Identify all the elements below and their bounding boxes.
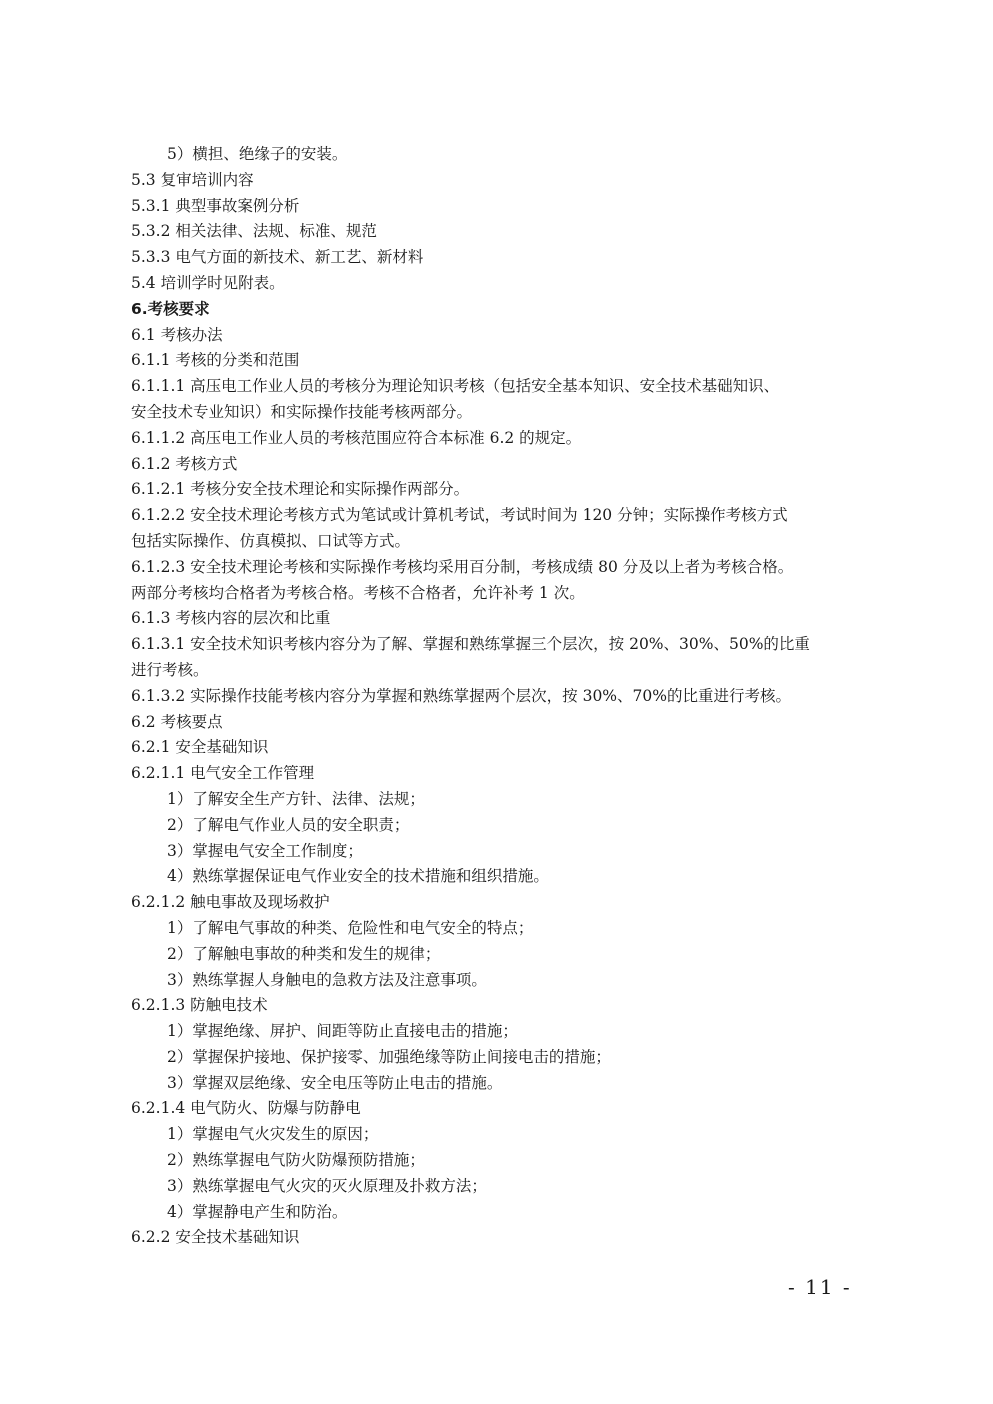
section-heading: 6.1.3 考核内容的层次和比重 bbox=[131, 609, 331, 628]
chapter-heading: 6.考核要求 bbox=[131, 299, 210, 318]
page-number: - 11 - bbox=[788, 1275, 852, 1299]
list-item: 1）了解电气事故的种类、危险性和电气安全的特点； bbox=[167, 918, 534, 937]
section-heading: 6.1 考核办法 bbox=[131, 325, 223, 344]
list-item: 1）掌握绝缘、屏护、间距等防止直接电击的措施； bbox=[167, 1022, 518, 1041]
section-heading: 6.2.1.4 电气防火、防爆与防静电 bbox=[131, 1099, 361, 1118]
paragraph-line: 两部分考核均合格者为考核合格。考核不合格者，允许补考 1 次。 bbox=[131, 583, 585, 602]
section-heading: 6.2.1.1 电气安全工作管理 bbox=[131, 764, 315, 783]
paragraph-line: 安全技术专业知识）和实际操作技能考核两部分。 bbox=[131, 402, 473, 421]
paragraph-line: 6.1.3.2 实际操作技能考核内容分为掌握和熟练掌握两个层次，按 30%、70%的比重进行考核。 bbox=[131, 686, 791, 705]
section-heading: 5.3.1 典型事故案例分析 bbox=[131, 196, 300, 215]
paragraph-line: 6.1.1.2 高压电工作业人员的考核范围应符合本标准 6.2 的规定。 bbox=[131, 428, 582, 447]
section-heading: 6.2.1.3 防触电技术 bbox=[131, 996, 268, 1015]
list-item: 2）掌握保护接地、保护接零、加强绝缘等防止间接电击的措施； bbox=[167, 1047, 611, 1066]
paragraph-line: 6.1.1.1 高压电工作业人员的考核分为理论知识考核（包括安全基本知识、安全技术基础知识、 bbox=[131, 377, 780, 396]
list-item: 2）了解触电事故的种类和发生的规律； bbox=[167, 944, 441, 963]
list-item: 4）熟练掌握保证电气作业安全的技术措施和组织措施。 bbox=[167, 867, 549, 886]
list-item: 3）掌握双层绝缘、安全电压等防止电击的措施。 bbox=[167, 1073, 503, 1092]
paragraph-line: 6.1.2.2 安全技术理论考核方式为笔试或计算机考试，考试时间为 120 分钟；实际操作考核方式 bbox=[131, 506, 788, 525]
list-item: 5）横担、绝缘子的安装。 bbox=[167, 145, 348, 163]
list-item: 1）了解安全生产方针、法律、法规； bbox=[167, 789, 425, 808]
paragraph-line: 进行考核。 bbox=[131, 660, 209, 679]
section-heading: 6.1.1 考核的分类和范围 bbox=[131, 351, 300, 370]
list-item: 3）熟练掌握电气火灾的灭火原理及扑救方法； bbox=[167, 1176, 487, 1195]
list-item: 3）熟练掌握人身触电的急救方法及注意事项。 bbox=[167, 970, 487, 989]
section-heading: 6.2.1.2 触电事故及现场救护 bbox=[131, 893, 330, 912]
paragraph-line: 6.1.2.1 考核分安全技术理论和实际操作两部分。 bbox=[131, 480, 470, 499]
paragraph-line: 包括实际操作、仿真模拟、口试等方式。 bbox=[131, 531, 411, 550]
list-item: 4）掌握静电产生和防治。 bbox=[167, 1202, 348, 1221]
section-heading: 5.3.3 电气方面的新技术、新工艺、新材料 bbox=[131, 248, 424, 267]
document-body bbox=[131, 142, 866, 1251]
section-heading: 5.3 复审培训内容 bbox=[131, 170, 254, 189]
paragraph-line: 6.1.3.1 安全技术知识考核内容分为了解、掌握和熟练掌握三个层次，按 20%、30%、50%的比重 bbox=[131, 635, 810, 654]
section-heading: 5.3.2 相关法律、法规、标准、规范 bbox=[131, 222, 377, 241]
section-heading: 6.1.2 考核方式 bbox=[131, 454, 238, 473]
list-item: 3）掌握电气安全工作制度； bbox=[167, 841, 363, 860]
list-item: 2）了解电气作业人员的安全职责； bbox=[167, 815, 410, 834]
paragraph-line: 6.1.2.3 安全技术理论考核和实际操作考核均采用百分制，考核成绩 80 分及以上者为考核合格。 bbox=[131, 557, 794, 576]
section-heading: 6.2.1 安全基础知识 bbox=[131, 738, 269, 757]
section-heading: 6.2 考核要点 bbox=[131, 712, 223, 731]
section-heading: 6.2.2 安全技术基础知识 bbox=[131, 1228, 300, 1247]
section-heading: 5.4 培训学时见附表。 bbox=[131, 273, 285, 292]
list-item: 1）掌握电气火灾发生的原因； bbox=[167, 1125, 379, 1144]
list-item: 2）熟练掌握电气防火防爆预防措施； bbox=[167, 1151, 425, 1170]
